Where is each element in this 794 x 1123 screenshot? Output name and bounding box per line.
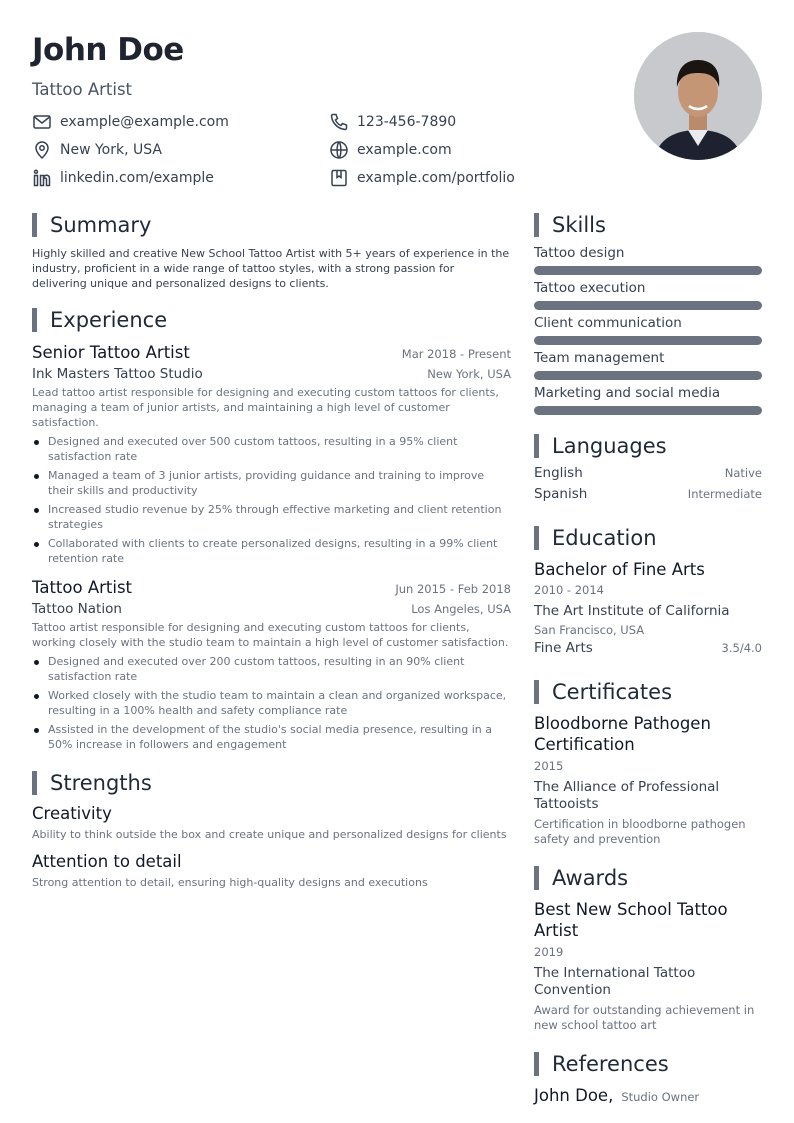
- reference-role: Studio Owner: [621, 1090, 700, 1104]
- phone-text: 123-456-7890: [357, 114, 457, 130]
- language-level: Native: [724, 466, 762, 480]
- skills-list: [534, 244, 762, 415]
- mail-icon: [32, 112, 52, 132]
- languages-list: [534, 465, 762, 507]
- reference-name: John Doe,: [534, 1086, 614, 1105]
- main-column: [32, 212, 511, 890]
- language-row: [534, 486, 762, 507]
- side-column: [534, 212, 762, 1106]
- summary-text: Highly skilled and creative New School Tattoo Artist with 5+ years of experience in the industry, proficient in a wide range of tattoo styles, with a strong passion for delivering unique and personalized designs to clients.: [32, 247, 510, 290]
- reference-entry: [534, 1085, 762, 1106]
- contact-phone[interactable]: [329, 112, 456, 132]
- job-title: Tattoo Artist: [32, 578, 133, 597]
- job-company: Ink Masters Tattoo Studio: [32, 366, 203, 382]
- candidate-name: John Doe: [32, 32, 184, 68]
- strength-item: [32, 852, 511, 890]
- languages-heading: Languages: [534, 433, 762, 459]
- certificates-heading: Certificates: [534, 679, 762, 705]
- list-item: Designed and executed over 500 custom tattoos, resulting in a 95% client satisfaction rate: [32, 434, 511, 464]
- job-entry: [32, 578, 511, 752]
- contact-location: [32, 140, 162, 160]
- list-item: Increased studio revenue by 25% through effective marketing and client retention strategies: [32, 502, 511, 532]
- award-issuer: The International Tattoo Convention: [534, 965, 696, 998]
- job-description: Lead tattoo artist responsible for designing and executing custom tattoos for clients, managing a team of junior artists, and maintaining a high level of customer satisfaction.: [32, 386, 499, 429]
- contact-portfolio[interactable]: [329, 168, 515, 188]
- skill-bar: [534, 266, 762, 275]
- skill-bar: [534, 301, 762, 310]
- list-item: Assisted in the development of the studio's social media presence, resulting in a 50% increase in followers and engagement: [32, 722, 511, 752]
- language-name: English: [534, 465, 583, 481]
- location-pin-icon: [32, 140, 52, 160]
- education-heading: Education: [534, 525, 762, 551]
- certificate-entry: [534, 713, 762, 847]
- award-entry: [534, 899, 762, 1033]
- skill-bar: [534, 371, 762, 380]
- skill-bar: [534, 336, 762, 345]
- degree: Bachelor of Fine Arts: [534, 560, 705, 579]
- certificate-name: Bloodborne Pathogen Certification: [534, 714, 711, 754]
- contact-email[interactable]: [32, 112, 229, 132]
- website-text: example.com: [357, 142, 452, 158]
- job-entry: [32, 343, 511, 566]
- bookmark-icon: [329, 168, 349, 188]
- language-row: [534, 465, 762, 486]
- strength-item: [32, 804, 511, 842]
- job-bullets: [32, 434, 511, 566]
- experience-heading: Experience: [32, 307, 511, 333]
- candidate-title: Tattoo Artist: [32, 80, 133, 99]
- linkedin-text: linkedin.com/example: [60, 170, 214, 186]
- skill-label: Marketing and social media: [534, 385, 721, 401]
- list-item: Worked closely with the studio team to maintain a clean and organized workspace, resulting in a 100% health and safety compliance rate: [32, 688, 511, 718]
- strength-title: Attention to detail: [32, 852, 182, 871]
- certificate-year: 2015: [534, 759, 564, 773]
- gpa: 3.5/4.0: [721, 641, 762, 655]
- references-heading: References: [534, 1051, 762, 1077]
- school-name: The Art Institute of California: [534, 603, 730, 619]
- skill-label: Team management: [534, 350, 665, 366]
- award-description: Award for outstanding achievement in new school tattoo art: [534, 1003, 755, 1032]
- contact-linkedin[interactable]: [32, 168, 214, 188]
- education-years: 2010 - 2014: [534, 583, 604, 597]
- profile-photo: [634, 32, 762, 160]
- award-name: Best New School Tattoo Artist: [534, 900, 728, 940]
- email-text: example@example.com: [60, 114, 229, 130]
- list-item: Managed a team of 3 junior artists, providing guidance and training to improve their skills and productivity: [32, 468, 511, 498]
- skill-label: Tattoo execution: [534, 280, 646, 296]
- linkedin-icon: [32, 168, 52, 188]
- contact-website[interactable]: [329, 140, 452, 160]
- awards-heading: Awards: [534, 865, 762, 891]
- skill-label: Tattoo design: [534, 245, 625, 261]
- job-bullets: [32, 654, 511, 752]
- field-of-study: Fine Arts: [534, 640, 593, 656]
- job-dates: Mar 2018 - Present: [401, 347, 511, 361]
- strength-text: Ability to think outside the box and create unique and personalized designs for clients: [32, 828, 507, 841]
- job-company: Tattoo Nation: [32, 601, 122, 617]
- language-name: Spanish: [534, 486, 588, 502]
- certificate-description: Certification in bloodborne pathogen safety and prevention: [534, 817, 746, 846]
- location-text: New York, USA: [60, 142, 162, 158]
- portfolio-text: example.com/portfolio: [357, 170, 515, 186]
- job-location: Los Angeles, USA: [411, 602, 511, 616]
- job-description: Tattoo artist responsible for designing and executing custom tattoos for clients, working closely with the studio team to maintain a high level of customer satisfaction.: [32, 621, 509, 649]
- certificate-issuer: The Alliance of Professional Tattooists: [534, 779, 720, 812]
- skill-bar: [534, 406, 762, 415]
- job-location: New York, USA: [427, 367, 511, 381]
- job-dates: Jun 2015 - Feb 2018: [395, 582, 511, 596]
- job-title: Senior Tattoo Artist: [32, 343, 190, 362]
- strength-title: Creativity: [32, 804, 112, 823]
- strengths-heading: Strengths: [32, 770, 511, 796]
- list-item: Designed and executed over 200 custom tattoos, resulting in an 90% client satisfaction rate: [32, 654, 511, 684]
- strength-text: Strong attention to detail, ensuring high-quality designs and executions: [32, 876, 428, 889]
- award-year: 2019: [534, 945, 564, 959]
- skills-heading: Skills: [534, 212, 762, 238]
- education-field-row: [534, 640, 762, 661]
- globe-icon: [329, 140, 349, 160]
- phone-icon: [329, 112, 349, 132]
- summary-heading: Summary: [32, 212, 511, 238]
- education-entry: [534, 559, 762, 661]
- school-location: San Francisco, USA: [534, 623, 645, 637]
- skill-label: Client communication: [534, 315, 682, 331]
- list-item: Collaborated with clients to create personalized designs, resulting in a 99% client retention rate: [32, 536, 511, 566]
- language-level: Intermediate: [687, 487, 762, 501]
